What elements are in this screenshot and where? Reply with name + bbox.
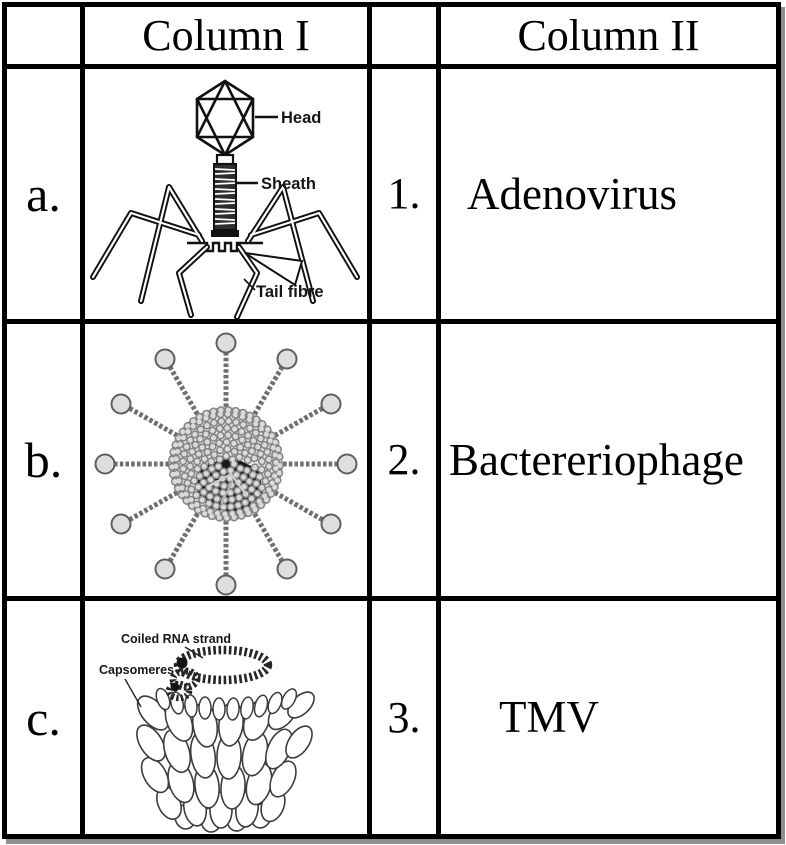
adenovirus-capsid (170, 408, 282, 520)
header-number-spacer (372, 7, 436, 64)
phage-head (197, 81, 253, 155)
row-3-term: TMV (441, 601, 776, 834)
row-c-letter: c. (7, 601, 80, 834)
phage-baseplate (187, 243, 263, 251)
capsomeres-pointer-line (125, 679, 141, 707)
row-b-letter: b. (7, 324, 80, 596)
header-corner-cell (7, 7, 80, 64)
row-a-image-cell (85, 69, 367, 319)
header-column2: Column II (441, 7, 776, 64)
matching-table (2, 2, 781, 839)
coiled-rna-label: Coiled RNA strand (121, 632, 231, 646)
phage-sheath (214, 164, 236, 230)
row-1-number: 1. (372, 69, 436, 319)
phage-neck (211, 230, 239, 237)
bacteriophage-diagram (85, 69, 367, 319)
head-label: Head (281, 109, 322, 127)
capsomeres-label: Capsomeres (99, 663, 175, 677)
header-column1: Column I (85, 7, 367, 64)
row-2-term: Bactereriophage (441, 324, 776, 596)
tail-fibre-label: Tail fibre (256, 283, 324, 301)
row-2-number: 2. (372, 324, 436, 596)
phage-collar (217, 155, 233, 164)
row-a-letter: a. (7, 69, 80, 319)
sheath-label: Sheath (261, 175, 317, 193)
row-1-term: Adenovirus (441, 69, 776, 319)
row-3-number: 3. (372, 601, 436, 834)
tmv-coiled-rna (169, 650, 268, 698)
adenovirus-image (85, 324, 367, 596)
tmv-diagram (85, 601, 367, 834)
row-c-image-cell (85, 601, 367, 834)
row-b-image-cell (85, 324, 367, 596)
